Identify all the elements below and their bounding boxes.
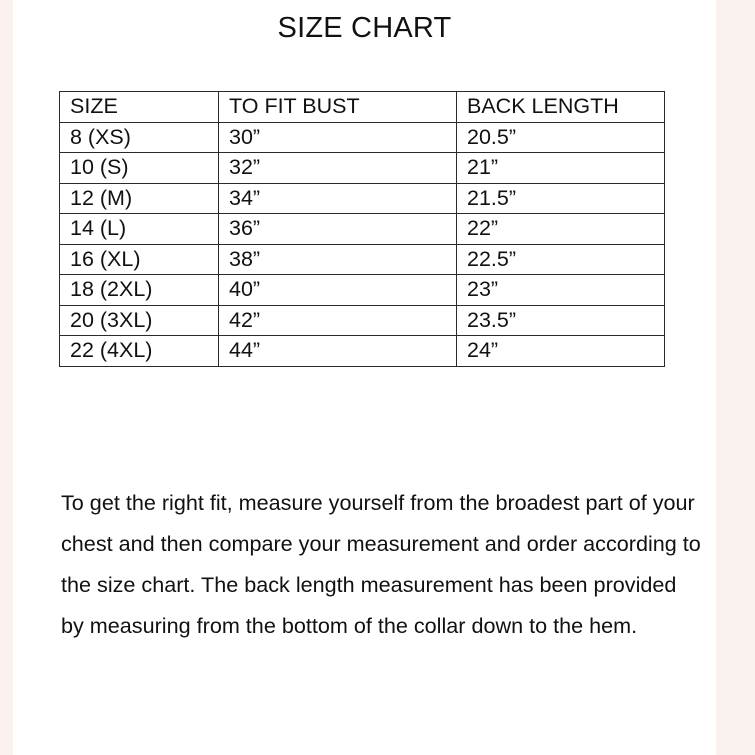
table-row xyxy=(60,183,665,214)
table-row xyxy=(60,122,665,153)
size-chart-page xyxy=(13,0,716,755)
cell-size: 20 (3XL) xyxy=(60,305,219,336)
cell-size: 8 (XS) xyxy=(60,122,219,153)
cell-back-length: 21.5” xyxy=(457,183,665,214)
cell-size: 12 (M) xyxy=(60,183,219,214)
header-size: SIZE xyxy=(60,92,219,123)
table-row xyxy=(60,244,665,275)
cell-bust: 44” xyxy=(219,336,457,367)
cell-bust: 38” xyxy=(219,244,457,275)
cell-back-length: 22.5” xyxy=(457,244,665,275)
table-header-row xyxy=(60,92,665,123)
table-row xyxy=(60,336,665,367)
cell-size: 10 (S) xyxy=(60,153,219,184)
table-row xyxy=(60,214,665,245)
cell-bust: 34” xyxy=(219,183,457,214)
cell-bust: 40” xyxy=(219,275,457,306)
cell-back-length: 20.5” xyxy=(457,122,665,153)
header-back-length: BACK LENGTH xyxy=(457,92,665,123)
cell-back-length: 24” xyxy=(457,336,665,367)
cell-size: 16 (XL) xyxy=(60,244,219,275)
cell-bust: 36” xyxy=(219,214,457,245)
cell-back-length: 22” xyxy=(457,214,665,245)
size-table xyxy=(59,91,665,367)
cell-back-length: 23” xyxy=(457,275,665,306)
cell-bust: 30” xyxy=(219,122,457,153)
cell-size: 14 (L) xyxy=(60,214,219,245)
cell-bust: 42” xyxy=(219,305,457,336)
cell-back-length: 21” xyxy=(457,153,665,184)
cell-size: 22 (4XL) xyxy=(60,336,219,367)
table-row xyxy=(60,153,665,184)
cell-size: 18 (2XL) xyxy=(60,275,219,306)
measurement-instructions: To get the right fit, measure yourself from the broadest part of your chest and then compare your measurement and order according to the size chart. The back length measurement has been provided by measuring from the bottom of the collar down to the hem. xyxy=(61,490,701,638)
table-row xyxy=(60,275,665,306)
cell-bust: 32” xyxy=(219,153,457,184)
header-to-fit-bust: TO FIT BUST xyxy=(219,92,457,123)
cell-back-length: 23.5” xyxy=(457,305,665,336)
page-title: SIZE CHART xyxy=(277,12,452,44)
table-row xyxy=(60,305,665,336)
